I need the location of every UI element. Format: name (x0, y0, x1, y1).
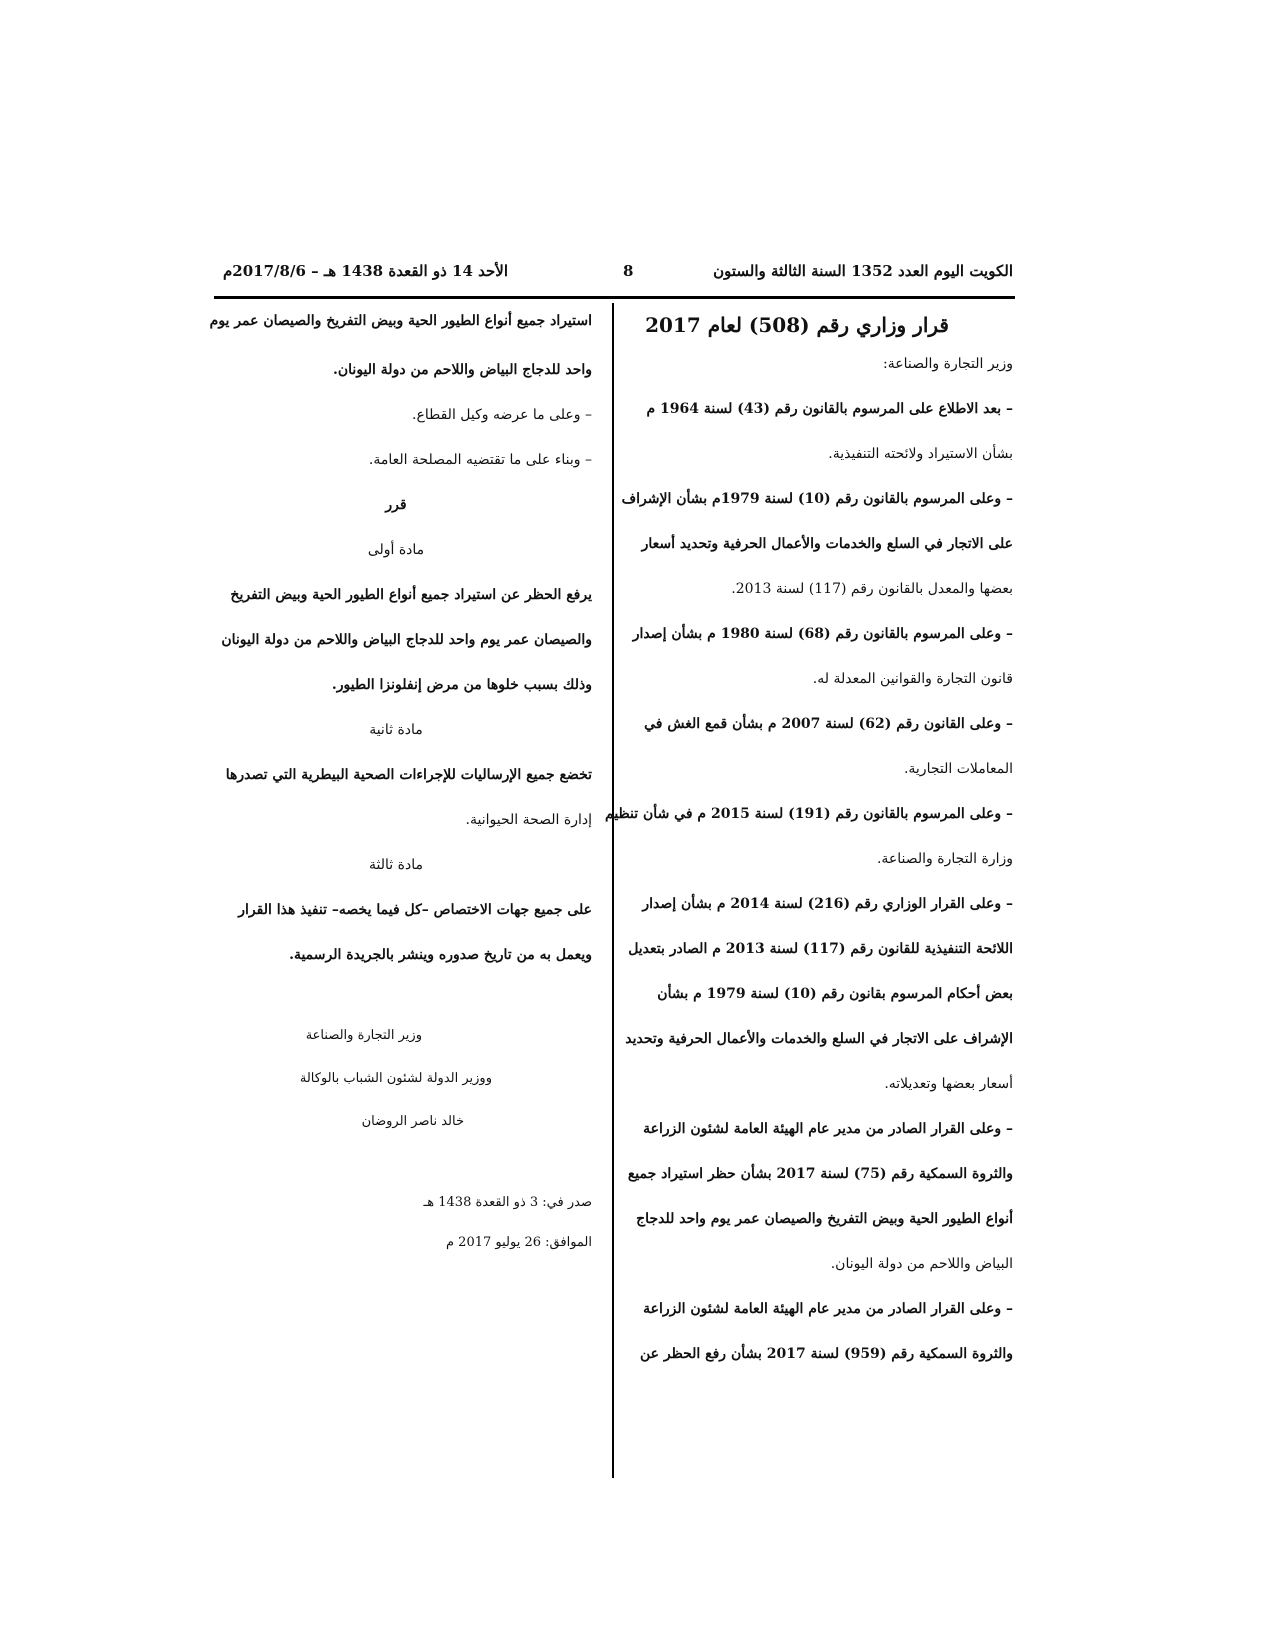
text-line: على جميع جهات الاختصاص –كل فيما يخصه– تنفيذ هذا القرار (238, 902, 592, 918)
text-line: – وعلى المرسوم بالقانون رقم (191) لسنة 2015 م في شأن تنظيم (605, 806, 1013, 822)
text-line: – بعد الاطلاع على المرسوم بالقانون رقم (43) لسنة 1964 م (646, 401, 1013, 417)
issue-date-gregorian: الموافق: 26 يوليو 2017 م (445, 1235, 592, 1250)
text-line: البياض واللاحم من دولة اليونان. (830, 1256, 1013, 1272)
article-1-title: مادة أولى (367, 542, 425, 558)
text-line: ويعمل به من تاريخ صدوره وينشر بالجريدة الرسمية. (289, 947, 592, 963)
page-number: 8 (623, 262, 634, 280)
article-3-title: مادة ثالثة (369, 857, 423, 873)
text-line: – وعلى المرسوم بالقانون رقم (10) لسنة 1979م بشأن الإشراف (621, 491, 1013, 507)
column-divider (612, 303, 614, 1478)
signatory-title: وزير التجارة والصناعة (305, 1028, 422, 1043)
text-line: – وعلى القرار الوزاري رقم (216) لسنة 2014 م بشأن إصدار (642, 896, 1013, 912)
text-line: بعضها والمعدل بالقانون رقم (117) لسنة 2013. (731, 581, 1013, 597)
text-line: استيراد جميع أنواع الطيور الحية وبيض التفريخ والصيصان عمر يوم (209, 313, 592, 329)
text-line: والثروة السمكية رقم (75) لسنة 2017 بشأن حظر استيراد جميع (627, 1166, 1013, 1182)
text-line: – وعلى ما عرضه وكيل القطاع. (412, 407, 592, 423)
text-line: إدارة الصحة الحيوانية. (465, 812, 592, 828)
right-column (605, 308, 1013, 1377)
text-line: المعاملات التجارية. (903, 761, 1013, 777)
issue-date-hijri: صدر في: 3 ذو القعدة 1438 هـ (423, 1195, 592, 1210)
header-rule (214, 296, 1015, 299)
decided-heading: قرر (385, 497, 407, 513)
text-line: والصيصان عمر يوم واحد للدجاج البياض واللاحم من دولة اليونان (221, 632, 592, 648)
signatory-name: خالد ناصر الروضان (361, 1114, 464, 1129)
left-column (200, 308, 592, 1263)
signatory-title-2: ووزير الدولة لشئون الشباب بالوكالة (299, 1071, 492, 1086)
text-line: وذلك بسبب خلوها من مرض إنفلونزا الطيور. (331, 677, 592, 693)
text-line: بشأن الاستيراد ولائحته التنفيذية. (828, 446, 1013, 462)
text-line: اللائحة التنفيذية للقانون رقم (117) لسنة 2013 م الصادر بتعديل (628, 941, 1013, 957)
decree-title: قرار وزاري رقم (508) لعام 2017 (645, 313, 949, 337)
text-line: – وعلى القانون رقم (62) لسنة 2007 م بشأن قمع الغش في (644, 716, 1013, 732)
text-line: على الاتجار في السلع والخدمات والأعمال الحرفية وتحديد أسعار (641, 536, 1013, 552)
text-line: تخضع جميع الإرساليات للإجراءات الصحية البيطرية التي تصدرها (225, 767, 592, 783)
text-line: واحد للدجاج البياض واللاحم من دولة اليونان. (333, 362, 592, 378)
text-line: وزارة التجارة والصناعة. (876, 851, 1013, 867)
text-line: والثروة السمكية رقم (959) لسنة 2017 بشأن رفع الحظر عن (640, 1346, 1013, 1362)
text-line: أنواع الطيور الحية وبيض التفريخ والصيصان عمر يوم واحد للدجاج (636, 1211, 1013, 1227)
text-line: – وبناء على ما تقتضيه المصلحة العامة. (368, 452, 592, 468)
text-line: وزير التجارة والصناعة: (883, 356, 1013, 372)
text-line: قانون التجارة والقوانين المعدلة له. (812, 671, 1013, 687)
text-line: – وعلى القرار الصادر من مدير عام الهيئة العامة لشئون الزراعة (643, 1121, 1013, 1137)
text-line: أسعار بعضها وتعديلاته. (884, 1076, 1013, 1092)
text-line: الإشراف على الاتجار في السلع والخدمات والأعمال الحرفية وتحديد (625, 1031, 1013, 1047)
page-header (223, 262, 1013, 284)
newspaper-issue: الكويت اليوم العدد 1352 السنة الثالثة والستون (713, 262, 1013, 280)
article-2-title: مادة ثانية (369, 722, 423, 738)
text-line: – وعلى القرار الصادر من مدير عام الهيئة العامة لشئون الزراعة (643, 1301, 1013, 1317)
text-line: يرفع الحظر عن استيراد جميع أنواع الطيور الحية وبيض التفريخ (230, 587, 592, 603)
issue-date: الأحد 14 ذو القعدة 1438 هـ – 2017/8/6م (223, 262, 508, 280)
text-line: – وعلى المرسوم بالقانون رقم (68) لسنة 1980 م بشأن إصدار (632, 626, 1013, 642)
text-line: بعض أحكام المرسوم بقانون رقم (10) لسنة 1979 م بشأن (657, 986, 1013, 1002)
